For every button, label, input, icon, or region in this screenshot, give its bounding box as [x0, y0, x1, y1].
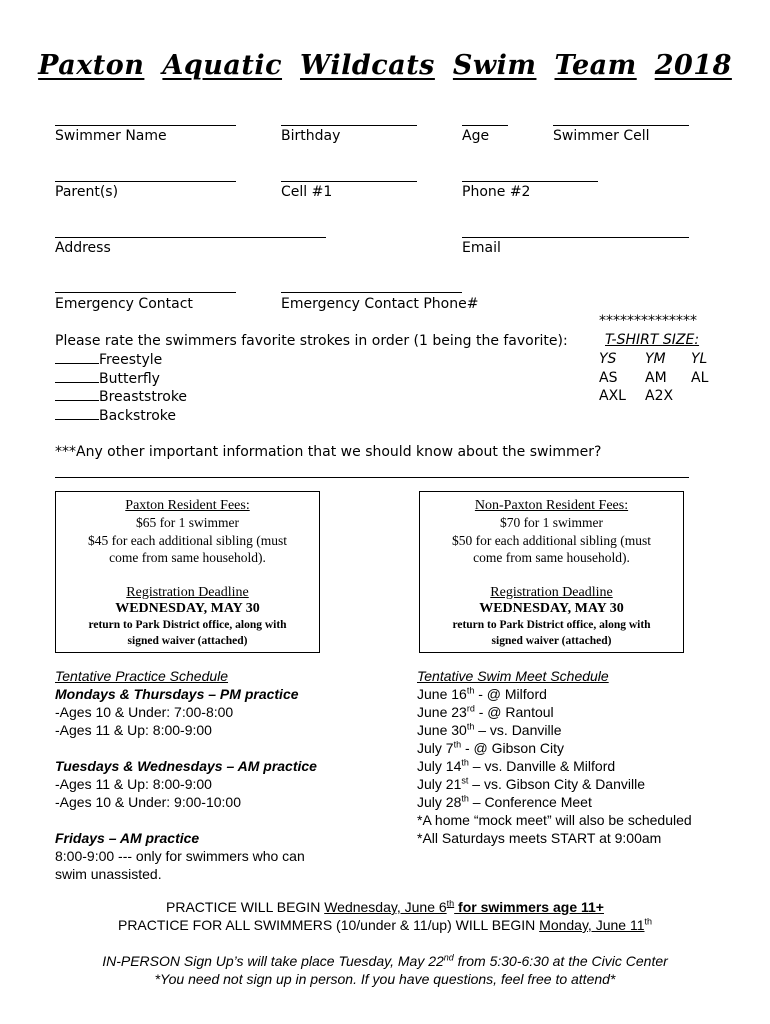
rank-blank[interactable]: [55, 370, 99, 383]
birthday-field[interactable]: [281, 125, 417, 126]
strokes-prompt: Please rate the swimmers favorite strokes in order (1 being the favorite):: [55, 333, 568, 349]
practice-time: swim unassisted.: [55, 866, 162, 882]
size-option[interactable]: AS: [599, 370, 618, 386]
stroke-rank-row[interactable]: [55, 388, 187, 405]
emergency-contact-label: Emergency Contact: [55, 296, 193, 312]
tshirt-row-adult-xl: [599, 388, 673, 404]
return-note: return to Park District office, along with: [452, 618, 651, 631]
age-label: Age: [462, 128, 490, 144]
phone2-field[interactable]: [462, 181, 598, 182]
swimmer-cell-field[interactable]: [553, 125, 689, 126]
practice-time: 8:00-9:00 --- only for swimmers who can: [55, 848, 305, 864]
size-option[interactable]: YS: [599, 351, 617, 367]
stroke-label: Breaststroke: [99, 389, 188, 405]
swimmer-name-field[interactable]: [55, 125, 236, 126]
signup-note: *You need not sign up in person. If you have questions, feel free to attend*: [154, 971, 616, 987]
stroke-label: Backstroke: [99, 408, 177, 424]
age-field[interactable]: [462, 125, 508, 126]
birthday-label: Birthday: [281, 128, 341, 144]
practice-schedule: [55, 667, 317, 883]
size-option[interactable]: YM: [645, 351, 666, 367]
meet-item: June 16th - @ Milford: [417, 685, 547, 702]
nonresident-fees-heading: Non-Paxton Resident Fees:: [474, 498, 629, 513]
return-note: signed waiver (attached): [491, 634, 612, 647]
signup-notice: IN-PERSON Sign Up’s will take place Tuesday, May 22nd from 5:30-6:30 at the Civic Center: [102, 952, 668, 969]
fee-line: come from same household).: [109, 550, 266, 565]
stroke-label: Freestyle: [99, 352, 163, 368]
meet-item: July 21st – vs. Gibson City & Danville: [417, 775, 645, 792]
tshirt-row-youth: [599, 351, 707, 367]
practice-time: -Ages 11 & Up: 8:00-9:00: [55, 776, 212, 792]
swimmer-cell-label: Swimmer Cell: [553, 128, 650, 144]
title-word: Paxton: [38, 50, 145, 81]
meet-item: July 28th – Conference Meet: [417, 793, 592, 810]
meet-note: *A home “mock meet” will also be scheduled: [417, 812, 692, 828]
stroke-rank-row[interactable]: [55, 407, 176, 424]
stroke-rank-row[interactable]: [55, 351, 162, 368]
tshirt-heading: T-SHIRT SIZE:: [605, 332, 700, 348]
title-word: Aquatic: [162, 50, 283, 81]
tshirt-stars: **************: [599, 313, 697, 329]
meet-item: June 23rd - @ Rantoul: [417, 703, 554, 720]
return-note: return to Park District office, along with: [88, 618, 287, 631]
cell1-label: Cell #1: [281, 184, 333, 200]
practice-time: -Ages 11 & Up: 8:00-9:00: [55, 722, 212, 738]
resident-fees-heading: Paxton Resident Fees:: [125, 498, 250, 513]
title-word: Wildcats: [300, 50, 435, 81]
nonresident-fees-box: [419, 491, 684, 653]
parents-field[interactable]: [55, 181, 236, 182]
rank-blank[interactable]: [55, 407, 99, 420]
size-option[interactable]: YL: [691, 351, 708, 367]
practice-day-heading: Fridays – AM practice: [55, 830, 200, 846]
title-word: Swim: [452, 50, 537, 81]
tshirt-row-adult: [599, 370, 708, 386]
deadline-date: WEDNESDAY, MAY 30: [115, 600, 260, 616]
stroke-label: Butterfly: [99, 371, 160, 387]
emergency-phone-field[interactable]: [281, 292, 462, 293]
deadline-heading: Registration Deadline: [126, 584, 249, 600]
size-option[interactable]: AL: [691, 370, 709, 386]
emergency-contact-field[interactable]: [55, 292, 236, 293]
practice-start-notice: PRACTICE WILL BEGIN Wednesday, June 6th for swimmers age 11+: [166, 898, 604, 915]
swimmer-name-label: Swimmer Name: [55, 128, 167, 144]
fee-line: $50 for each additional sibling (must: [451, 532, 652, 548]
deadline-date: WEDNESDAY, MAY 30: [479, 600, 624, 616]
meet-schedule: [417, 667, 692, 847]
address-label: Address: [55, 240, 111, 256]
size-option[interactable]: A2X: [645, 388, 674, 404]
page-title: [0, 50, 770, 81]
meet-note: *All Saturdays meets START at 9:00am: [417, 830, 662, 846]
practice-heading: Tentative Practice Schedule: [55, 668, 229, 684]
emergency-phone-label: Emergency Contact Phone#: [281, 296, 479, 312]
meet-item: July 7th - @ Gibson City: [417, 739, 564, 756]
all-swimmers-start-notice: PRACTICE FOR ALL SWIMMERS (10/under & 11/up) WILL BEGIN Monday, June 11th: [117, 916, 652, 933]
phone2-label: Phone #2: [462, 184, 531, 200]
fee-line: come from same household).: [473, 550, 630, 565]
fee-line: $70 for 1 swimmer: [499, 515, 604, 530]
rank-blank[interactable]: [55, 388, 99, 401]
meet-heading: Tentative Swim Meet Schedule: [417, 668, 609, 684]
practice-day-heading: Mondays & Thursdays – PM practice: [55, 686, 299, 702]
email-label: Email: [462, 240, 501, 256]
size-option[interactable]: AXL: [599, 388, 626, 404]
parents-label: Parent(s): [55, 184, 119, 200]
other-info-field[interactable]: [55, 477, 689, 478]
rank-blank[interactable]: [55, 351, 99, 364]
title-word: 2018: [654, 50, 732, 81]
address-field[interactable]: [55, 237, 326, 238]
email-field[interactable]: [462, 237, 689, 238]
practice-time: -Ages 10 & Under: 7:00-8:00: [55, 704, 234, 720]
meet-item: June 30th – vs. Danville: [417, 721, 562, 738]
cell1-field[interactable]: [281, 181, 417, 182]
return-note: signed waiver (attached): [127, 634, 248, 647]
other-info-prompt: ***Any other important information that we should know about the swimmer?: [55, 444, 602, 460]
fee-line: $65 for 1 swimmer: [135, 515, 240, 530]
resident-fees-box: [55, 491, 320, 653]
size-option[interactable]: AM: [645, 370, 667, 386]
fee-line: $45 for each additional sibling (must: [87, 532, 288, 548]
title-word: Team: [554, 50, 637, 81]
stroke-rank-row[interactable]: [55, 370, 160, 387]
practice-time: -Ages 10 & Under: 9:00-10:00: [55, 794, 242, 810]
deadline-heading: Registration Deadline: [490, 584, 613, 600]
practice-day-heading: Tuesdays & Wednesdays – AM practice: [55, 758, 317, 774]
meet-item: July 14th – vs. Danville & Milford: [417, 757, 616, 774]
